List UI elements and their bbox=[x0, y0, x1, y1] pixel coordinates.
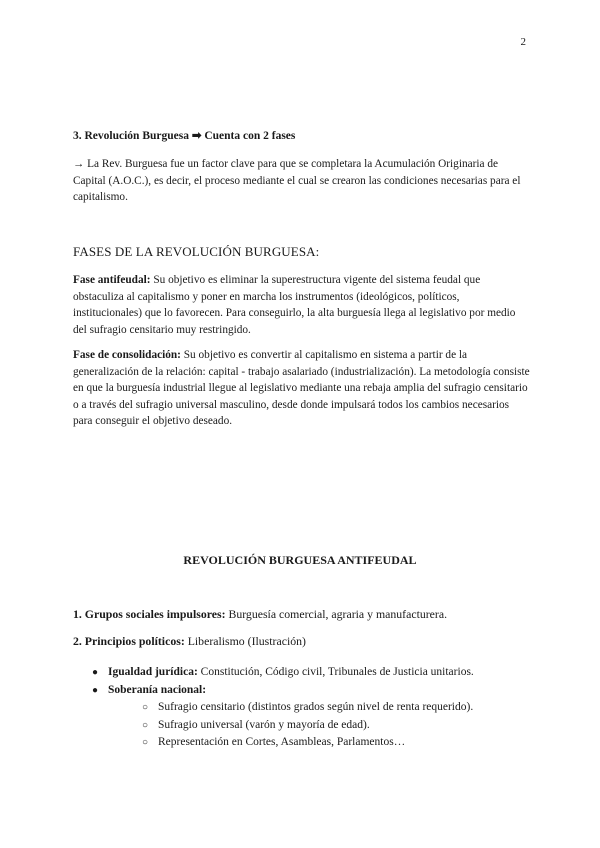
bullet-icon: ● bbox=[92, 684, 99, 696]
list-item bbox=[92, 682, 474, 752]
antifeudal-section-title: REVOLUCIÓN BURGUESA ANTIFEUDAL bbox=[183, 553, 417, 567]
sub-item-text: Representación en Cortes, Asambleas, Parlamentos… bbox=[158, 736, 406, 748]
sovereignty-sublist bbox=[108, 699, 474, 752]
political-principles-label: 2. Principios políticos: bbox=[73, 634, 185, 648]
circle-bullet-icon: ○ bbox=[142, 719, 149, 731]
consolidation-phase-label: Fase de consolidación: bbox=[73, 349, 181, 361]
antifeudal-phase-label: Fase antifeudal: bbox=[73, 274, 151, 286]
bullet-label: Soberanía nacional: bbox=[108, 683, 207, 696]
bullet-label: Igualdad jurídica: bbox=[108, 666, 198, 678]
sub-list-item bbox=[142, 699, 474, 717]
sub-list-item bbox=[142, 717, 474, 735]
circle-bullet-icon: ○ bbox=[142, 737, 149, 748]
consolidation-phase-text: Su objetivo es convertir al capitalismo en sistema a partir de la generalización de la relación: capital - trabajo asalariado (industrialización). La metodología consiste en que la burguesía industrial llegue al legislativo mediante una rebaja amplia del sufragio censitario o a través del sufragio universal masculino, desde donde impulsará todos los cambios necesarios para conseguir el objetivo deseado. bbox=[73, 349, 530, 428]
bullet-text: Constitución, Código civil, Tribunales de Justicia unitarios. bbox=[197, 666, 474, 678]
circle-bullet-icon: ○ bbox=[142, 702, 149, 713]
list-item bbox=[92, 664, 474, 682]
intro-paragraph: → La Rev. Burguesa fue un factor clave para que se completara la Acumulación Originaria de Capital (A.O.C.), es decir, el proceso mediante el cual se crearon las condiciones necesarias para el capitalismo. bbox=[73, 158, 521, 204]
political-principles-item bbox=[73, 634, 306, 649]
social-groups-item bbox=[73, 607, 447, 622]
bullet-icon: ● bbox=[92, 667, 99, 678]
political-principles-text: Liberalismo (Ilustración) bbox=[184, 634, 306, 648]
sub-item-text: Sufragio universal (varón y mayoría de edad). bbox=[158, 718, 370, 731]
antifeudal-phase-text: Su objetivo es eliminar la superestructura vigente del sistema feudal que obstaculiza al capitalismo y poner en marcha los instrumentos (ideológicos, políticos, institucionales) que lo favorecen. Para conseguirlo, la alta burguesía llega al legislativo por medio del sufragio censitario muy restringido. bbox=[73, 274, 516, 336]
sub-list-item bbox=[142, 734, 474, 752]
section-heading: 3. Revolución Burguesa ➡ Cuenta con 2 fases bbox=[73, 130, 296, 142]
social-groups-text: Burguesía comercial, agraria y manufacturera. bbox=[225, 607, 448, 621]
social-groups-label: 1. Grupos sociales impulsores: bbox=[73, 607, 226, 621]
principles-list bbox=[92, 664, 474, 752]
page-number: 2 bbox=[520, 36, 526, 48]
phases-title: FASES DE LA REVOLUCIÓN BURGUESA: bbox=[73, 244, 320, 259]
sub-item-text: Sufragio censitario (distintos grados según nivel de renta requerido). bbox=[158, 701, 474, 713]
antifeudal-phase-paragraph bbox=[73, 272, 531, 338]
consolidation-phase-paragraph bbox=[73, 347, 531, 430]
